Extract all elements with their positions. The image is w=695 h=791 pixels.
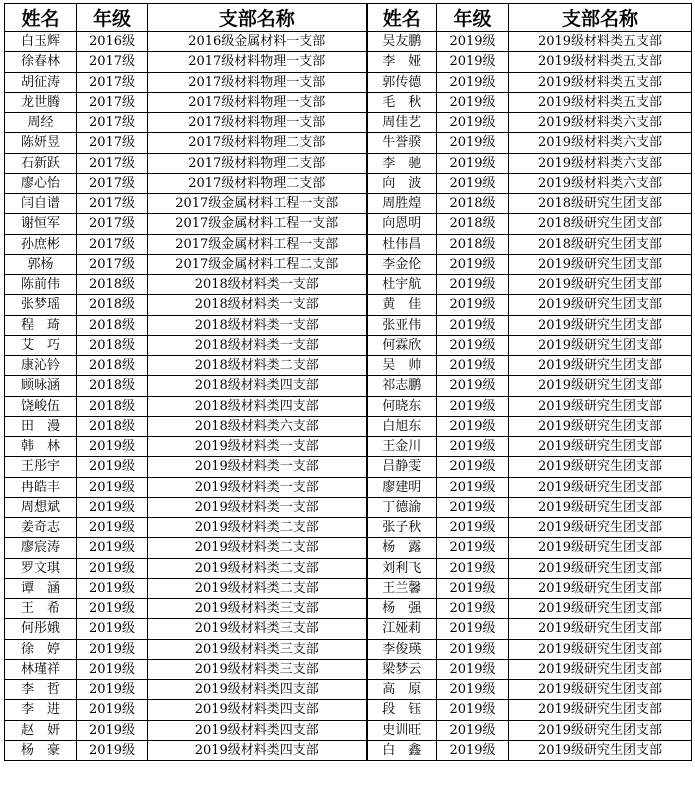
table-row: [5, 92, 692, 112]
branch-cell: 2019级研究生团支部: [509, 376, 692, 396]
table-row: [5, 52, 692, 72]
name-cell: 徐 婷: [5, 639, 77, 659]
grade-cell: 2018级: [77, 376, 148, 396]
branch-cell: 2019级材料类六支部: [509, 133, 692, 153]
name-cell: 闫自谱: [5, 194, 77, 214]
branch-cell: 2019级研究生团支部: [509, 497, 692, 517]
grade-cell: 2017级: [77, 254, 148, 274]
branch-cell: 2017级金属材料工程一支部: [148, 234, 367, 254]
branch-cell: 2017级金属材料工程一支部: [148, 214, 367, 234]
grade-cell: 2019级: [77, 639, 148, 659]
grade-cell: 2019级: [77, 457, 148, 477]
branch-cell: 2019级研究生团支部: [509, 335, 692, 355]
branch-cell: 2019级材料类六支部: [509, 153, 692, 173]
table-row: [5, 315, 692, 335]
grade-cell: 2019级: [77, 558, 148, 578]
name-cell: 毛 秋: [367, 92, 437, 112]
name-cell: 高 原: [367, 680, 437, 700]
table-row: [5, 477, 692, 497]
name-cell: 周佳艺: [367, 113, 437, 133]
branch-cell: 2019级材料类五支部: [509, 72, 692, 92]
name-cell: 罗文琪: [5, 558, 77, 578]
grade-cell: 2019级: [437, 740, 509, 760]
branch-cell: 2019级研究生团支部: [509, 457, 692, 477]
grade-cell: 2019级: [437, 376, 509, 396]
grade-cell: 2019级: [77, 437, 148, 457]
grade-cell: 2019级: [77, 700, 148, 720]
name-cell: 刘利飞: [367, 558, 437, 578]
grade-cell: 2017级: [77, 173, 148, 193]
name-cell: 姜奇志: [5, 518, 77, 538]
header-branch-right: 支部名称: [509, 4, 692, 32]
header-name-right: 姓名: [367, 4, 437, 32]
grade-cell: 2019级: [77, 740, 148, 760]
branch-cell: 2019级研究生团支部: [509, 315, 692, 335]
grade-cell: 2019级: [77, 619, 148, 639]
branch-cell: 2019级材料类三支部: [148, 599, 367, 619]
header-grade-right: 年级: [437, 4, 509, 32]
name-cell: 李 哲: [5, 680, 77, 700]
name-cell: 何晓东: [367, 396, 437, 416]
branch-cell: 2019级研究生团支部: [509, 659, 692, 679]
name-cell: 徐春林: [5, 52, 77, 72]
grade-cell: 2017级: [77, 153, 148, 173]
name-cell: 何霖欣: [367, 335, 437, 355]
branch-cell: 2019级材料类二支部: [148, 578, 367, 598]
name-cell: 杨 露: [367, 538, 437, 558]
table-row: [5, 72, 692, 92]
name-cell: 杜伟昌: [367, 234, 437, 254]
table-row: [5, 376, 692, 396]
branch-cell: 2019级材料类二支部: [148, 518, 367, 538]
branch-cell: 2019级材料类六支部: [509, 113, 692, 133]
table-row: [5, 214, 692, 234]
table-row: [5, 173, 692, 193]
branch-cell: 2019级材料类四支部: [148, 720, 367, 740]
name-cell: 黄 佳: [367, 295, 437, 315]
name-cell: 李俊瑛: [367, 639, 437, 659]
grade-cell: 2019级: [437, 275, 509, 295]
branch-cell: 2019级材料类二支部: [148, 538, 367, 558]
grade-cell: 2018级: [77, 275, 148, 295]
name-cell: 杨 强: [367, 599, 437, 619]
name-cell: 白旭东: [367, 416, 437, 436]
grade-cell: 2017级: [77, 72, 148, 92]
name-cell: 何彤娥: [5, 619, 77, 639]
name-cell: 孙庶彬: [5, 234, 77, 254]
grade-cell: 2019级: [77, 518, 148, 538]
grade-cell: 2019级: [437, 619, 509, 639]
grade-cell: 2016级: [77, 32, 148, 52]
name-cell: 张子秋: [367, 518, 437, 538]
branch-cell: 2019级研究生团支部: [509, 720, 692, 740]
grade-cell: 2017级: [77, 113, 148, 133]
grade-cell: 2019级: [437, 477, 509, 497]
grade-cell: 2019级: [437, 32, 509, 52]
branch-cell: 2019级材料类四支部: [148, 700, 367, 720]
branch-cell: 2017级金属材料工程一支部: [148, 194, 367, 214]
grade-cell: 2019级: [77, 538, 148, 558]
name-cell: 郭杨: [5, 254, 77, 274]
name-cell: 艾 巧: [5, 335, 77, 355]
branch-cell: 2019级材料类二支部: [148, 558, 367, 578]
name-cell: 林瑾祥: [5, 659, 77, 679]
branch-cell: 2018级材料类四支部: [148, 396, 367, 416]
branch-cell: 2019级材料类三支部: [148, 659, 367, 679]
name-cell: 陈前伟: [5, 275, 77, 295]
name-cell: 白 鑫: [367, 740, 437, 760]
header-grade-left: 年级: [77, 4, 148, 32]
grade-cell: 2019级: [437, 396, 509, 416]
table-row: [5, 700, 692, 720]
grade-cell: 2019级: [437, 538, 509, 558]
grade-cell: 2019级: [437, 315, 509, 335]
grade-cell: 2018级: [77, 396, 148, 416]
branch-cell: 2017级材料物理二支部: [148, 153, 367, 173]
grade-cell: 2019级: [437, 680, 509, 700]
header-row: [5, 4, 692, 32]
table-row: [5, 396, 692, 416]
grade-cell: 2019级: [437, 457, 509, 477]
branch-cell: 2018级研究生团支部: [509, 214, 692, 234]
name-cell: 冉皓丰: [5, 477, 77, 497]
grade-cell: 2019级: [437, 356, 509, 376]
branch-cell: 2019级研究生团支部: [509, 578, 692, 598]
table-row: [5, 356, 692, 376]
branch-cell: 2019级研究生团支部: [509, 275, 692, 295]
branch-cell: 2019级研究生团支部: [509, 396, 692, 416]
name-cell: 吕静雯: [367, 457, 437, 477]
grade-cell: 2019级: [77, 680, 148, 700]
name-cell: 廖宸涛: [5, 538, 77, 558]
table-row: [5, 437, 692, 457]
branch-cell: 2019级材料类四支部: [148, 740, 367, 760]
branch-cell: 2019级材料类三支部: [148, 639, 367, 659]
grade-cell: 2019级: [437, 518, 509, 538]
name-cell: 陈妍昱: [5, 133, 77, 153]
branch-cell: 2018级材料类一支部: [148, 275, 367, 295]
table-row: [5, 295, 692, 315]
name-cell: 江娅莉: [367, 619, 437, 639]
name-cell: 顾咏涵: [5, 376, 77, 396]
branch-cell: 2019级研究生团支部: [509, 477, 692, 497]
name-cell: 周经: [5, 113, 77, 133]
table-row: [5, 32, 692, 52]
grade-cell: 2019级: [437, 52, 509, 72]
branch-cell: 2019级材料类一支部: [148, 477, 367, 497]
branch-cell: 2017级材料物理一支部: [148, 72, 367, 92]
table-row: [5, 194, 692, 214]
branch-cell: 2019级研究生团支部: [509, 437, 692, 457]
grade-cell: 2019级: [437, 639, 509, 659]
grade-cell: 2019级: [437, 335, 509, 355]
table-row: [5, 680, 692, 700]
grade-cell: 2019级: [437, 72, 509, 92]
grade-cell: 2017级: [77, 234, 148, 254]
branch-cell: 2019级材料类三支部: [148, 619, 367, 639]
branch-cell: 2019级材料类一支部: [148, 497, 367, 517]
name-cell: 康沁钤: [5, 356, 77, 376]
name-cell: 廖建明: [367, 477, 437, 497]
branch-cell: 2017级材料物理一支部: [148, 113, 367, 133]
name-cell: 吴友鹏: [367, 32, 437, 52]
grade-cell: 2017级: [77, 92, 148, 112]
branch-cell: 2019级材料类五支部: [509, 52, 692, 72]
branch-cell: 2018级材料类二支部: [148, 356, 367, 376]
name-cell: 谭 涵: [5, 578, 77, 598]
branch-cell: 2019级研究生团支部: [509, 356, 692, 376]
table-row: [5, 740, 692, 760]
branch-cell: 2019级材料类五支部: [509, 32, 692, 52]
name-cell: 张亚伟: [367, 315, 437, 335]
table-row: [5, 639, 692, 659]
branch-cell: 2019级材料类一支部: [148, 457, 367, 477]
table-row: [5, 497, 692, 517]
roster-body: [5, 32, 692, 761]
name-cell: 廖心怡: [5, 173, 77, 193]
table-row: [5, 416, 692, 436]
table-row: [5, 599, 692, 619]
table-row: [5, 275, 692, 295]
branch-cell: 2019级材料类六支部: [509, 173, 692, 193]
table-row: [5, 720, 692, 740]
grade-cell: 2019级: [437, 497, 509, 517]
grade-cell: 2019级: [77, 599, 148, 619]
branch-cell: 2019级研究生团支部: [509, 599, 692, 619]
branch-cell: 2019级研究生团支部: [509, 639, 692, 659]
grade-cell: 2019级: [437, 92, 509, 112]
grade-cell: 2019级: [77, 659, 148, 679]
name-cell: 韩 林: [5, 437, 77, 457]
name-cell: 杨 豪: [5, 740, 77, 760]
table-row: [5, 518, 692, 538]
grade-cell: 2018级: [77, 416, 148, 436]
name-cell: 牛誉骙: [367, 133, 437, 153]
grade-cell: 2017级: [77, 194, 148, 214]
grade-cell: 2019级: [77, 477, 148, 497]
name-cell: 李金伦: [367, 254, 437, 274]
grade-cell: 2019级: [437, 720, 509, 740]
grade-cell: 2019级: [77, 578, 148, 598]
branch-cell: 2019级研究生团支部: [509, 700, 692, 720]
branch-cell: 2019级材料类四支部: [148, 680, 367, 700]
grade-cell: 2019级: [437, 153, 509, 173]
name-cell: 周胜煌: [367, 194, 437, 214]
branch-cell: 2018级研究生团支部: [509, 234, 692, 254]
name-cell: 李 进: [5, 700, 77, 720]
name-cell: 王兰馨: [367, 578, 437, 598]
name-cell: 杜宇航: [367, 275, 437, 295]
grade-cell: 2018级: [77, 356, 148, 376]
grade-cell: 2019级: [437, 558, 509, 578]
member-roster-table: [4, 3, 692, 761]
name-cell: 白玉辉: [5, 32, 77, 52]
name-cell: 王 希: [5, 599, 77, 619]
branch-cell: 2017级材料物理一支部: [148, 92, 367, 112]
table-row: [5, 153, 692, 173]
name-cell: 王彤宇: [5, 457, 77, 477]
branch-cell: 2019级研究生团支部: [509, 740, 692, 760]
branch-cell: 2019级研究生团支部: [509, 538, 692, 558]
table-row: [5, 133, 692, 153]
name-cell: 向 波: [367, 173, 437, 193]
branch-cell: 2017级金属材料工程二支部: [148, 254, 367, 274]
branch-cell: 2019级研究生团支部: [509, 416, 692, 436]
grade-cell: 2017级: [77, 52, 148, 72]
grade-cell: 2019级: [77, 497, 148, 517]
grade-cell: 2019级: [437, 700, 509, 720]
table-row: [5, 113, 692, 133]
grade-cell: 2017级: [77, 133, 148, 153]
branch-cell: 2018级材料类一支部: [148, 315, 367, 335]
table-row: [5, 335, 692, 355]
branch-cell: 2016级金属材料一支部: [148, 32, 367, 52]
grade-cell: 2019级: [437, 295, 509, 315]
grade-cell: 2019级: [437, 599, 509, 619]
name-cell: 谢恒军: [5, 214, 77, 234]
branch-cell: 2018级研究生团支部: [509, 194, 692, 214]
grade-cell: 2018级: [437, 234, 509, 254]
name-cell: 田 漫: [5, 416, 77, 436]
table-row: [5, 578, 692, 598]
name-cell: 李 娅: [367, 52, 437, 72]
table-row: [5, 659, 692, 679]
branch-cell: 2019级材料类五支部: [509, 92, 692, 112]
name-cell: 段 钰: [367, 700, 437, 720]
grade-cell: 2019级: [437, 113, 509, 133]
grade-cell: 2018级: [437, 194, 509, 214]
name-cell: 向恩明: [367, 214, 437, 234]
branch-cell: 2019级研究生团支部: [509, 295, 692, 315]
branch-cell: 2019级研究生团支部: [509, 254, 692, 274]
name-cell: 史训旺: [367, 720, 437, 740]
name-cell: 郭传德: [367, 72, 437, 92]
branch-cell: 2017级材料物理二支部: [148, 133, 367, 153]
name-cell: 周想斌: [5, 497, 77, 517]
table-row: [5, 234, 692, 254]
branch-cell: 2018级材料类一支部: [148, 335, 367, 355]
name-cell: 胡征涛: [5, 72, 77, 92]
grade-cell: 2018级: [437, 214, 509, 234]
table-row: [5, 538, 692, 558]
name-cell: 祁志鹏: [367, 376, 437, 396]
table-row: [5, 558, 692, 578]
table-row: [5, 619, 692, 639]
branch-cell: 2019级研究生团支部: [509, 680, 692, 700]
grade-cell: 2019级: [437, 254, 509, 274]
grade-cell: 2017级: [77, 214, 148, 234]
name-cell: 吴 帅: [367, 356, 437, 376]
name-cell: 张梦瑶: [5, 295, 77, 315]
branch-cell: 2018级材料类六支部: [148, 416, 367, 436]
name-cell: 饶峻伍: [5, 396, 77, 416]
grade-cell: 2018级: [77, 295, 148, 315]
branch-cell: 2019级研究生团支部: [509, 619, 692, 639]
grade-cell: 2019级: [437, 578, 509, 598]
grade-cell: 2019级: [437, 437, 509, 457]
branch-cell: 2017级材料物理一支部: [148, 52, 367, 72]
name-cell: 梁梦云: [367, 659, 437, 679]
name-cell: 李 驰: [367, 153, 437, 173]
name-cell: 程 琦: [5, 315, 77, 335]
grade-cell: 2019级: [437, 133, 509, 153]
grade-cell: 2019级: [437, 173, 509, 193]
grade-cell: 2019级: [77, 720, 148, 740]
branch-cell: 2018级材料类四支部: [148, 376, 367, 396]
branch-cell: 2019级研究生团支部: [509, 518, 692, 538]
header-branch-left: 支部名称: [148, 4, 367, 32]
grade-cell: 2018级: [77, 335, 148, 355]
name-cell: 丁德渝: [367, 497, 437, 517]
table-row: [5, 254, 692, 274]
grade-cell: 2018级: [77, 315, 148, 335]
header-name-left: 姓名: [5, 4, 77, 32]
name-cell: 石新跃: [5, 153, 77, 173]
grade-cell: 2019级: [437, 416, 509, 436]
name-cell: 龙世腾: [5, 92, 77, 112]
grade-cell: 2019级: [437, 659, 509, 679]
branch-cell: 2019级研究生团支部: [509, 558, 692, 578]
name-cell: 赵 妍: [5, 720, 77, 740]
branch-cell: 2018级材料类一支部: [148, 295, 367, 315]
table-row: [5, 457, 692, 477]
name-cell: 王金川: [367, 437, 437, 457]
branch-cell: 2019级材料类一支部: [148, 437, 367, 457]
branch-cell: 2017级材料物理二支部: [148, 173, 367, 193]
